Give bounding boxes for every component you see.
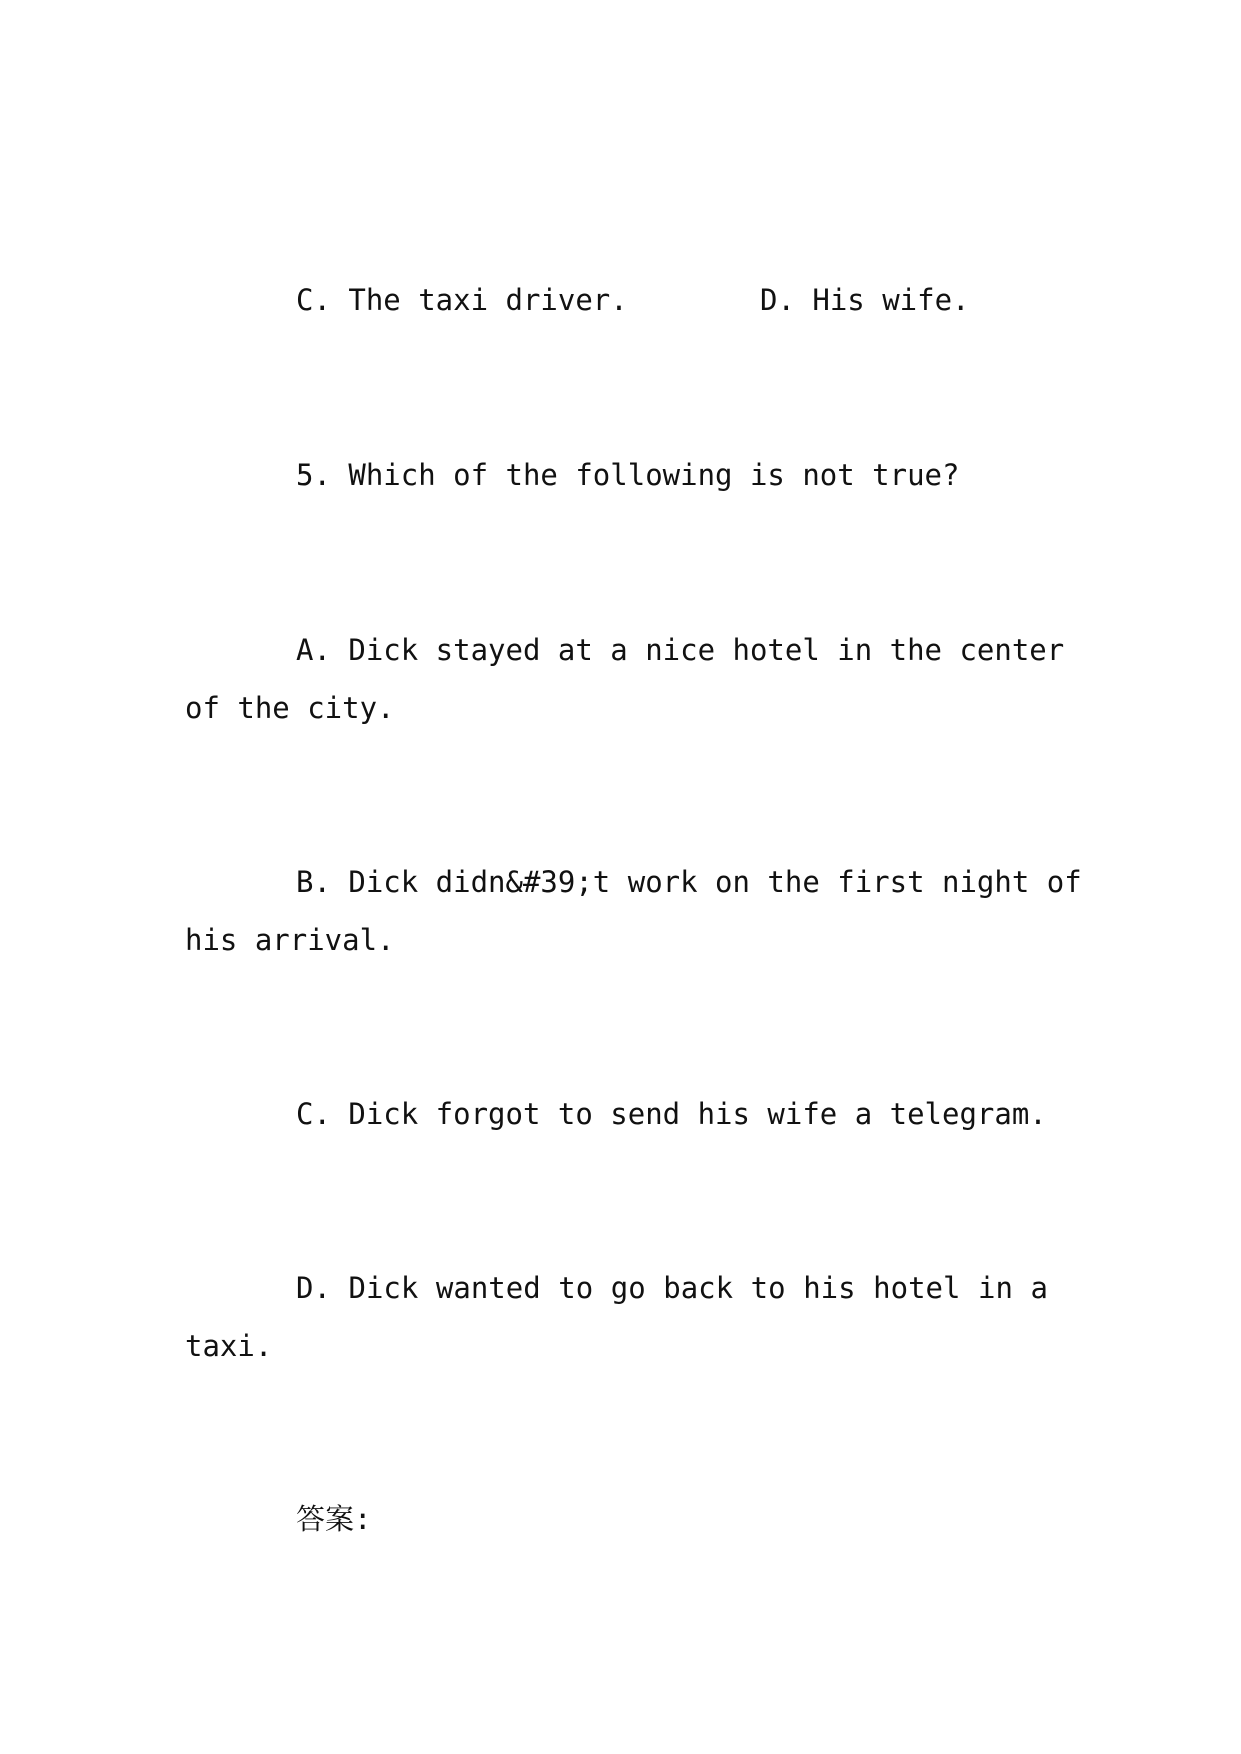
- q5-option-d-line1: D. Dick wanted to go back to his hotel in a: [296, 1271, 1048, 1305]
- q4-option-d: D. His wife.: [760, 283, 970, 317]
- answer-heading: 答案:: [296, 1502, 372, 1536]
- q5-option-a-line2: of the city.: [185, 691, 395, 725]
- q5-option-d-line2: taxi.: [185, 1329, 273, 1363]
- q5-question: 5. Which of the following is not true?: [296, 458, 960, 492]
- q5-option-b-line2: his arrival.: [185, 923, 395, 957]
- q4-option-c: C. The taxi driver.: [296, 283, 628, 317]
- q5-option-a-line1: A. Dick stayed at a nice hotel in the center: [296, 633, 1065, 667]
- q5-option-b-line1: B. Dick didn&#39;t work on the first night of: [296, 865, 1082, 899]
- q5-option-c: C. Dick forgot to send his wife a telegram.: [296, 1097, 1047, 1131]
